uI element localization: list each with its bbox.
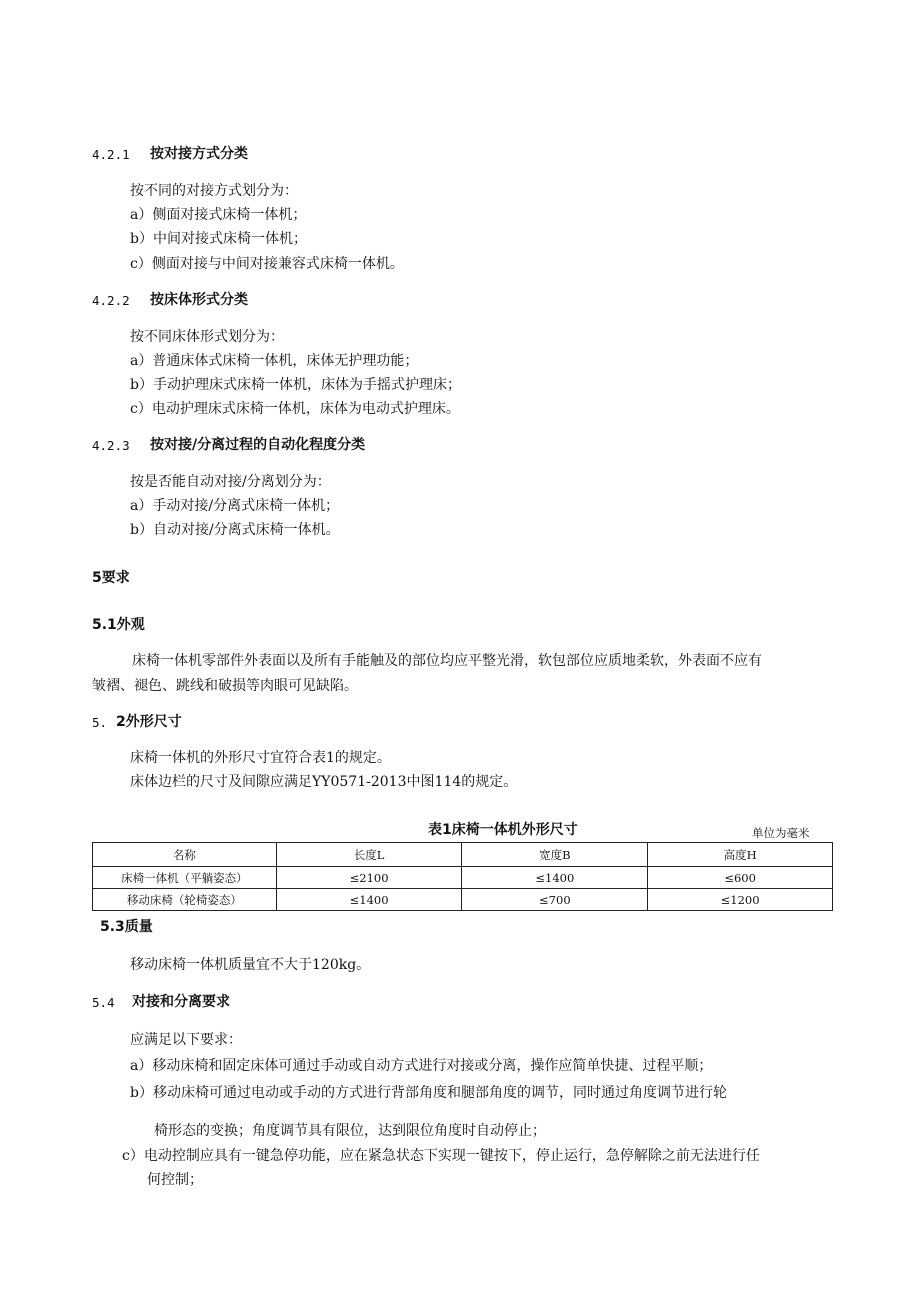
list-item: a）侧面对接式床椅一体机； [130, 207, 307, 223]
table-unit: 单位为毫米 [752, 826, 810, 840]
paragraph-line: 皱褶、褪色、跳线和破损等肉眼可见缺陷。 [92, 678, 358, 694]
table-row [93, 867, 833, 889]
list-item: a）手动对接/分离式床椅一体机； [130, 498, 340, 514]
column-header: 名称 [93, 843, 277, 867]
table-cell: ≤700 [462, 889, 648, 911]
list-item: c）电动护理床式床椅一体机，床体为电动式护理床。 [130, 401, 460, 417]
table-cell: ≤2100 [276, 867, 462, 889]
table-cell: ≤1200 [648, 889, 833, 911]
section-intro-54: 应满足以下要求： [130, 1032, 242, 1048]
column-header: 宽度B [462, 843, 648, 867]
section-title-53: 5.3质量 [100, 919, 153, 935]
paragraph-line: 移动床椅一体机质量宜不大于120kg。 [130, 957, 371, 973]
section-intro-423: 按是否能自动对接/分离划分为： [130, 474, 331, 490]
section-number-52: 5. [92, 715, 108, 730]
section-title-422: 按床体形式分类 [150, 292, 248, 308]
table-header-row [93, 843, 833, 867]
list-item: a）移动床椅和固定床体可通过手动或自动方式进行对接或分离，操作应简单快捷、过程平顺； [130, 1058, 713, 1074]
section-number-54: 5.4 [92, 995, 115, 1010]
section-number-422: 4.2.2 [92, 293, 130, 308]
section-number-423: 4.2.3 [92, 438, 130, 453]
list-item: b）手动护理床式床椅一体机，床体为手摇式护理床； [130, 377, 461, 393]
section-title-52: 2外形尺寸 [116, 714, 182, 730]
list-item: c）电动控制应具有一键急停功能，应在紧急状态下实现一键按下，停止运行，急停解除之前无法进行任 [122, 1148, 760, 1164]
table-cell: ≤1400 [462, 867, 648, 889]
section-title-421: 按对接方式分类 [150, 146, 248, 162]
section-intro-422: 按不同床体形式划分为： [130, 329, 284, 345]
table-cell: 移动床椅（轮椅姿态） [93, 889, 277, 911]
chapter-title-5: 5要求 [92, 570, 130, 586]
table-row [93, 889, 833, 911]
table-cell: 床椅一体机（平躺姿态） [93, 867, 277, 889]
table-cell: ≤600 [648, 867, 833, 889]
list-item-continuation: 椅形态的变换；角度调节具有限位，达到限位角度时自动停止； [154, 1123, 546, 1139]
section-title-54: 对接和分离要求 [132, 994, 230, 1010]
section-number-421: 4.2.1 [92, 147, 130, 162]
column-header: 长度L [276, 843, 462, 867]
list-item: b）中间对接式床椅一体机； [130, 231, 307, 247]
list-item-continuation: 何控制； [147, 1172, 203, 1188]
paragraph-line: 床椅一体机的外形尺寸宜符合表1的规定。 [130, 750, 391, 766]
dimensions-table [92, 842, 833, 911]
table-caption: 表1床椅一体机外形尺寸 [428, 822, 578, 838]
list-item: b）自动对接/分离式床椅一体机。 [130, 522, 340, 538]
section-title-423: 按对接/分离过程的自动化程度分类 [150, 437, 366, 453]
paragraph-line: 床椅一体机零部件外表面以及所有手能触及的部位均应平整光滑，软包部位应质地柔软，外表面不应有 [132, 653, 762, 669]
paragraph-line: 床体边栏的尺寸及间隙应满足YY0571-2013中图114的规定。 [130, 774, 518, 790]
table-cell: ≤1400 [276, 889, 462, 911]
list-item: c）侧面对接与中间对接兼容式床椅一体机。 [130, 256, 404, 272]
list-item: a）普通床体式床椅一体机，床体无护理功能； [130, 353, 419, 369]
list-item: b）移动床椅可通过电动或手动的方式进行背部角度和腿部角度的调节，同时通过角度调节进行轮 [130, 1085, 727, 1101]
column-header: 高度H [648, 843, 833, 867]
section-intro-421: 按不同的对接方式划分为： [130, 183, 298, 199]
section-title-51: 5.1外观 [92, 617, 145, 633]
